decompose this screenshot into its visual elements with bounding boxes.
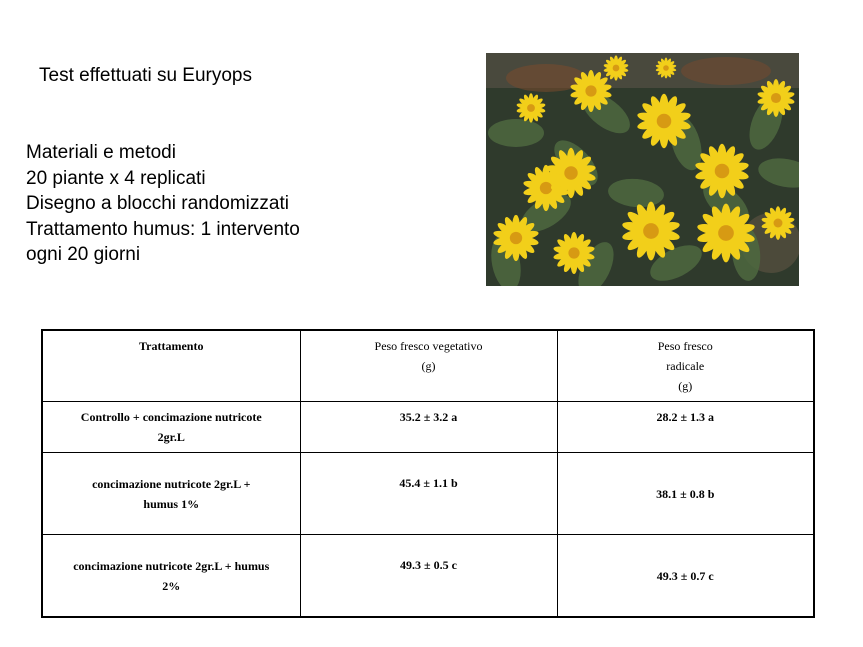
treatment-cell (42, 402, 300, 453)
root-value-cell: 38.1 ± 0.8 b (557, 453, 814, 535)
vegetative-value-cell: 49.3 ± 0.5 c (300, 535, 557, 618)
treatment-line-2: 2% (162, 578, 181, 593)
methods-line-design: Disegno a blocchi randomizzati (26, 193, 289, 214)
header-vegetative-line-2: (g) (421, 359, 436, 373)
header-root-weight (557, 330, 814, 402)
header-treatment: Trattamento (42, 330, 300, 402)
methods-line-heading: Materiali e metodi (26, 142, 176, 163)
root-value-cell: 28.2 ± 1.3 a (557, 402, 814, 453)
vegetative-value-cell: 35.2 ± 3.2 a (300, 402, 557, 453)
header-root-line-2: radicale (666, 359, 705, 373)
table-row (42, 453, 814, 535)
treatment-line-2: humus 1% (143, 496, 200, 511)
root-value-cell: 49.3 ± 0.7 c (557, 535, 814, 618)
table-header-row (42, 330, 814, 402)
flowers-illustration (486, 53, 799, 286)
header-vegetative-line-1: Peso fresco vegetativo (374, 339, 483, 353)
methods-line-plants: 20 piante x 4 replicati (26, 167, 206, 189)
methods-line-treatment: Trattamento humus: 1 intervento (26, 218, 300, 240)
header-root-line-3: (g) (678, 379, 693, 393)
leaf-shape (488, 119, 544, 147)
euryops-flowers-photo (486, 53, 799, 286)
slide-title: Test effettuati su Euryops (39, 65, 252, 86)
table-row (42, 402, 814, 453)
treatment-line-1: concimazione nutricote 2gr.L + humus (73, 558, 270, 573)
treatment-cell (42, 453, 300, 535)
methods-text-block (26, 140, 300, 268)
treatment-line-1: Controllo + concimazione nutricote (80, 410, 262, 424)
table-row (42, 535, 814, 618)
header-root-line-1: Peso fresco (657, 339, 713, 353)
methods-line-frequency: ogni 20 giorni (26, 244, 141, 265)
vegetative-value-cell: 45.4 ± 1.1 b (300, 453, 557, 535)
treatment-line-1: concimazione nutricote 2gr.L + (92, 476, 251, 491)
results-table (41, 329, 815, 618)
treatment-line-2: 2gr.L (157, 430, 185, 444)
header-vegetative-weight (300, 330, 557, 402)
treatment-cell (42, 535, 300, 618)
